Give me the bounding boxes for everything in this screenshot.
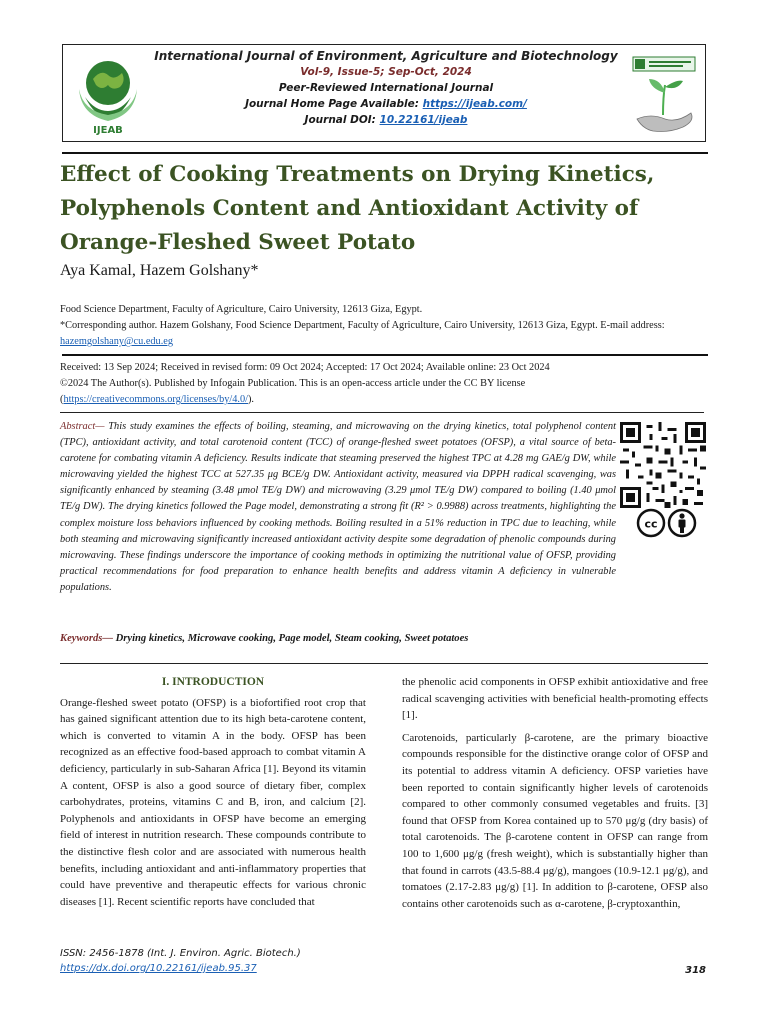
article-doi-link[interactable]: https://dx.doi.org/10.22161/ijeab.95.37 (60, 963, 257, 974)
header-divider (62, 152, 708, 154)
body-column-right (402, 674, 708, 918)
doi-label: Journal DOI: (304, 114, 376, 126)
affiliation-block (60, 302, 710, 350)
logo-text: IJEAB (93, 125, 123, 136)
license-link[interactable]: https://creativecommons.org/licenses/by/4.0/ (63, 394, 248, 405)
page-footer (60, 946, 706, 976)
abstract-text: This study examines the effects of boiling, steaming, and microwaving on the drying kinetics, total polyphenol content (TPC), antioxidant activity, and total carotenoid content (TCC) of orange-fleshed sweet potatoes (OFSP), a vital source of beta-carotene for combating vitamin A deficiency. Results indicate that steaming preserved the highest TPC at 4.28 mg GAE/g DW, while microwaving yielded the highest TCC at 527.35 μg BCE/g DW. Antioxidant activity, measured via DPPH radical scavenging, was significantly enhanced by steaming (3.48 μmol TE/g DW) and microwaving (3.29 μmol TE/g DW) compared to boiling (1.40 μmol TE/g DW). The drying kinetics followed the Page model, demonstrating a strong fit (R² > 0.9988) across treatments, highlighting the complex moisture loss behaviors influenced by cooking methods. Boiling resulted in a 51% reduction in TPC due to leaching, while both steaming and microwaving significantly increased antioxidant activity despite some degradation of phenolic compounds during microwaving. These findings underscore the importance of cooking methods in optimizing the nutritional value of OFSP, providing practical recommendations for food preparation to enhance health benefits and address vitamin A deficiency in vulnerable populations. (60, 421, 616, 593)
abstract (60, 419, 616, 596)
email-link[interactable]: hazemgolshany@cu.edu.eg (60, 336, 173, 347)
journal-title: International Journal of Environment, Agriculture and Biotechnology (154, 49, 618, 63)
journal-volume: Vol-9, Issue-5; Sep-Oct, 2024 (300, 66, 472, 78)
journal-home-line (147, 96, 625, 112)
dates-block (60, 360, 710, 408)
plant-hand-icon (629, 49, 699, 137)
qr-code-icon (620, 422, 706, 508)
dates-divider (62, 354, 708, 356)
body-column-left (60, 674, 366, 916)
abstract-divider (60, 412, 704, 413)
corresponding-text: *Corresponding author. Hazem Golshany, Food Science Department, Faculty of Agriculture, Cairo University, 12613 Giza, Egypt. E-mail address: (60, 320, 665, 331)
keywords (60, 633, 706, 644)
page-number: 318 (685, 965, 706, 976)
body-paragraph: Orange-fleshed sweet potato (OFSP) is a biofortified root crop that has gained significant attention due to its high beta-carotene content, which is converted to vitamin A in the body. OFSP has been recognized as an effective food-based approach to combat vitamin A deficiency, particularly in sub-Saharan Africa [1]. Beyond its vitamin A content, OFSP is also a good source of dietary fiber, complex carbohydrates, proteins, vitamins C and B, iron, and calcium [2]. Polyphenols and antioxidants in OFSP have become an emerging field of interest in nutrition research. These compounds contribute to the distinctive flesh color and are associated with numerous health benefits, including antioxidant and anti-inflammatory properties that could have preventive and therapeutic effects for various chronic diseases [1]. Recent scientific reports have concluded that (60, 696, 366, 908)
issn: ISSN: 2456-1878 (Int. J. Environ. Agric. Biotech.) (60, 948, 301, 959)
peer-reviewed-label: Peer-Reviewed International Journal (278, 82, 494, 94)
header-text (147, 48, 625, 128)
affiliation: Food Science Department, Faculty of Agriculture, Cairo University, 12613 Giza, Egypt. (60, 304, 423, 315)
license-text: ©2024 The Author(s). Published by Infogain Publication. This is an open-access article under the CC BY license (60, 378, 526, 389)
section-heading: I. INTRODUCTION (161, 676, 265, 688)
abstract-label: Abstract— (60, 421, 105, 432)
body-paragraph: the phenolic acid components in OFSP exhibit antioxidative and free radical scavenging activities with beneficial health-promoting effects [1]. (402, 676, 708, 722)
home-label: Journal Home Page Available: (245, 98, 419, 110)
keywords-text: Drying kinetics, Microwave cooking, Page model, Steam cooking, Sweet potatoes (115, 633, 469, 644)
article-authors: Aya Kamal, Hazem Golshany* (60, 262, 259, 279)
keywords-label: Keywords— (60, 633, 113, 644)
journal-header (62, 44, 706, 142)
article-title: Effect of Cooking Treatments on Drying Kinetics, Polyphenols Content and Antioxidant Activity of Orange-Fleshed Sweet Potato (60, 162, 655, 255)
journal-doi-link[interactable]: 10.22161/ijeab (379, 114, 468, 126)
license-line: (https://creativecommons.org/licenses/by/4.0/). (60, 394, 255, 405)
cc-by-license-icon (636, 508, 698, 538)
article-dates: Received: 13 Sep 2024; Received in revised form: 09 Oct 2024; Accepted: 17 Oct 2024; Available online: 23 Oct 2024 (60, 362, 550, 373)
svg-text:cc: cc (644, 517, 658, 531)
body-paragraph: Carotenoids, particularly β-carotene, are the primary bioactive compounds responsible for the distinctive orange color of OFSP and its potential to address vitamin A deficiency. OFSP varieties have been reported to contain significantly higher levels of carotenoids compared to other commonly consumed vegetables and fruits. [3] found that OFSP from Korea contained up to 570 μg/g (dry basis) of total carotenoids. The β-carotene content in OFSP can range from 100 to 1,600 μg/g (fresh weight), which is substantially higher than that found in carrots (43.5-88.4 μg/g), mangoes (10.9-12.1 μg/g), and tomatoes (2.17-2.83 μg/g) [1]. In addition to β-carotene, OFSP also contains other carotenoids such as α-carotene, β-cryptoxanthin, (402, 731, 708, 910)
journal-logo-icon (71, 49, 145, 137)
journal-doi-line (147, 112, 625, 128)
body-divider (60, 663, 708, 664)
home-link[interactable]: https://ijeab.com/ (422, 98, 527, 110)
corresponding-author (60, 318, 710, 350)
